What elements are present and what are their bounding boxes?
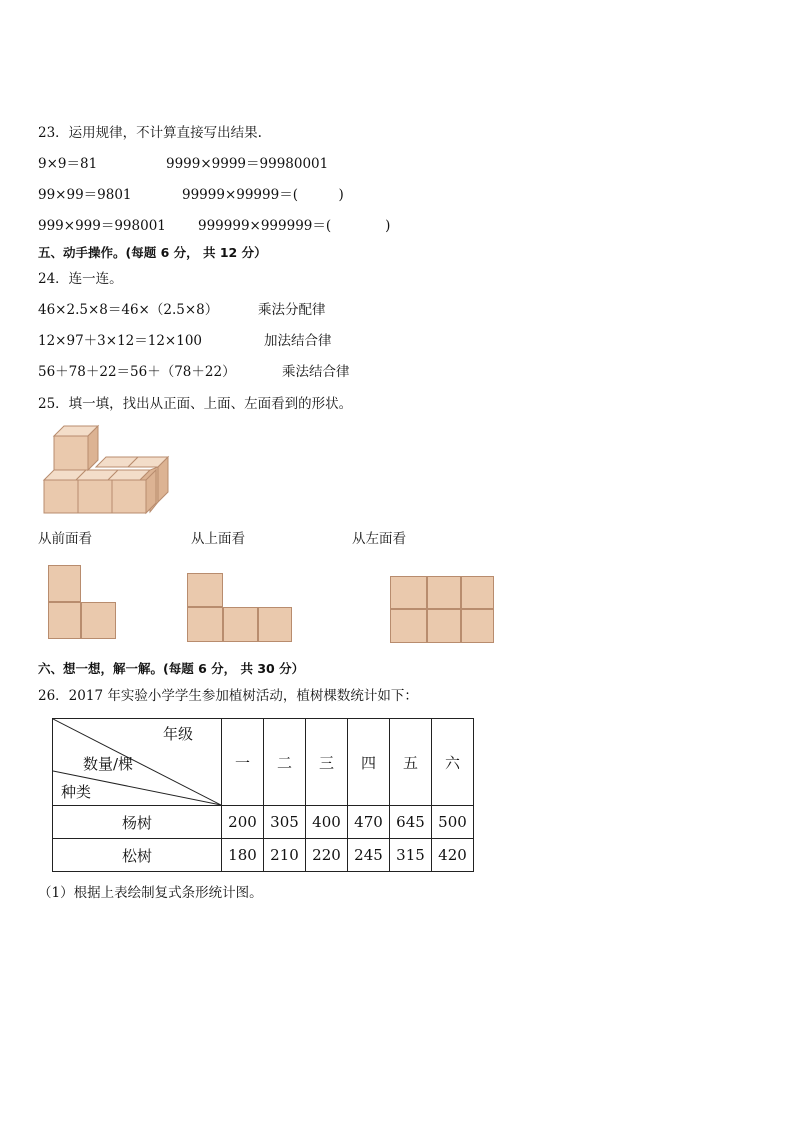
corner-label-quantity: 数量/棵	[83, 755, 134, 773]
q24-title: 24．连一连。	[38, 271, 123, 287]
q23-title: 23．运用规律，不计算直接写出结果.	[38, 125, 262, 141]
q23-row1-left: 9×9＝81	[38, 156, 98, 172]
table-cell: 420	[432, 839, 474, 872]
table-cell: 500	[432, 806, 474, 839]
q24-expr3: 56＋78＋22＝56＋（78＋22）	[38, 364, 236, 380]
table-corner-cell	[53, 719, 222, 806]
section5-heading: 五、动手操作。(每题 6 分， 共 12 分）	[38, 245, 267, 260]
table-row	[53, 806, 474, 839]
row-name: 松树	[53, 839, 222, 872]
table-cell: 210	[264, 839, 306, 872]
table-cell: 470	[348, 806, 390, 839]
q26-sub1: （1）根据上表绘制复式条形统计图。	[38, 885, 263, 901]
grade-header: 三	[306, 719, 348, 806]
q23-row2-right: 99999×99999＝( )	[182, 187, 344, 203]
table-cell: 400	[306, 806, 348, 839]
corner-label-type: 种类	[61, 783, 92, 801]
corner-label-grade: 年级	[163, 725, 194, 743]
table-row	[53, 839, 474, 872]
row-name: 杨树	[53, 806, 222, 839]
tree-count-table	[52, 718, 474, 872]
table-cell: 200	[222, 806, 264, 839]
q24-law2: 加法结合律	[264, 333, 332, 349]
section6-heading: 六、想一想，解一解。(每题 6 分， 共 30 分）	[38, 661, 305, 676]
view-label-top: 从上面看	[191, 531, 245, 547]
q24-expr1: 46×2.5×8＝46×（2.5×8）	[38, 302, 219, 318]
q24-law3: 乘法结合律	[282, 364, 350, 380]
table-cell: 180	[222, 839, 264, 872]
q23-row3-right: 999999×999999＝( )	[198, 218, 391, 234]
grade-header: 五	[390, 719, 432, 806]
cube-figure	[40, 422, 175, 517]
table-cell: 645	[390, 806, 432, 839]
grade-header: 四	[348, 719, 390, 806]
q26-title: 26．2017 年实验小学学生参加植树活动，植树棵数统计如下：	[38, 688, 418, 704]
q24-expr2: 12×97＋3×12＝12×100	[38, 333, 203, 349]
q23-row2-left: 99×99＝9801	[38, 187, 132, 203]
table-cell: 245	[348, 839, 390, 872]
grade-header: 一	[222, 719, 264, 806]
table-cell: 220	[306, 839, 348, 872]
table-cell: 315	[390, 839, 432, 872]
grade-header: 六	[432, 719, 474, 806]
view-label-left: 从左面看	[352, 531, 406, 547]
q25-title: 25．填一填，找出从正面、上面、左面看到的形状。	[38, 396, 353, 412]
q24-law1: 乘法分配律	[258, 302, 326, 318]
view-label-front: 从前面看	[38, 531, 92, 547]
table-cell: 305	[264, 806, 306, 839]
grade-header: 二	[264, 719, 306, 806]
q23-row1-right: 9999×9999＝99980001	[166, 156, 329, 172]
q23-row3-left: 999×999＝998001	[38, 218, 166, 234]
